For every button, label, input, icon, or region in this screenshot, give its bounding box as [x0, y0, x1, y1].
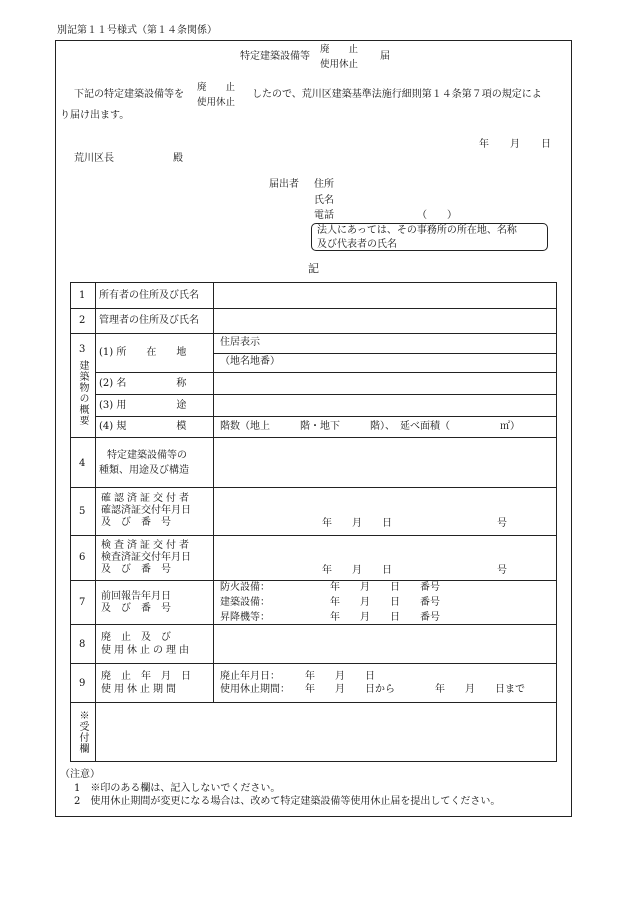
addressee-honorific: 殿	[173, 153, 183, 164]
addressee-name: 荒川区長	[74, 153, 114, 164]
date-month: 月	[510, 139, 520, 150]
intro-lead: 下記の特定建築設備等を	[74, 89, 184, 100]
building-scale-value: 階数（地上 階・地下 階）、 延べ面積（ ㎡）	[220, 421, 520, 432]
title-suffix: 届	[380, 51, 390, 62]
row4-number: 4	[79, 458, 86, 469]
abolish-date-value: 廃止年月日： 年 月 日	[220, 671, 375, 682]
row6-label-line1: 検査済証交付者	[101, 540, 192, 551]
fire-equipment-label: 防火設備：	[220, 582, 270, 593]
row6-date: 年 月 日	[322, 565, 392, 576]
row3-group-label: 建築物の概要	[77, 360, 88, 426]
building-scale-label: (4) 規 模	[99, 421, 187, 432]
row5-label-line2: 確認済証交付年月日	[101, 505, 191, 516]
title-option-abolish: 廃 止	[320, 44, 359, 55]
location-display-label: 住居表示	[220, 337, 260, 348]
applicant-phone-paren: （ ）	[417, 210, 457, 221]
row9-label-line1: 廃 止 年 月 日	[101, 671, 191, 682]
row4-label-line1: 特定建築設備等の	[107, 450, 187, 461]
row3-number: 3	[79, 344, 86, 355]
notes-heading: （注意）	[60, 769, 100, 780]
manager-field[interactable]	[216, 311, 552, 330]
applicant-label: 届出者	[269, 179, 299, 190]
title-prefix: 特定建築設備等	[240, 51, 310, 62]
intro-option-suspend: 使用休止	[197, 97, 236, 108]
row8-label-line2: 使用休止の理由	[101, 645, 192, 656]
building-name-label: (2) 名 称	[99, 378, 187, 389]
row8-number: 8	[79, 639, 86, 650]
building-equipment-label: 建築設備：	[220, 597, 270, 608]
location-lot-label: （地名地番）	[220, 356, 280, 367]
row4-label-line2: 種類、用途及び構造	[99, 465, 189, 476]
row1-number: 1	[79, 290, 86, 301]
location-label: (1) 所 在 地	[99, 347, 187, 358]
corp-note-line2: 及び代表者の氏名	[317, 239, 397, 250]
date-year: 年	[479, 139, 489, 150]
building-equipment-date: 年 月 日 番号	[330, 597, 440, 608]
row2-label: 管理者の住所及び氏名	[99, 315, 199, 326]
reception-label: ※受付欄	[77, 710, 88, 754]
corp-note-line1: 法人にあっては、その事務所の所在地、名称	[317, 225, 517, 236]
applicant-phone-label: 電話	[314, 210, 334, 221]
elevator-date: 年 月 日 番号	[330, 612, 440, 623]
row5-date: 年 月 日	[322, 518, 392, 529]
row6-label-line2: 検査済証交付年月日	[101, 552, 191, 563]
applicant-name-label: 氏名	[314, 195, 334, 206]
applicant-address-label: 住所	[314, 179, 334, 190]
reception-field	[99, 706, 552, 758]
title-option-suspend: 使用休止	[320, 59, 359, 70]
row2-number: 2	[79, 315, 86, 326]
row7-number: 7	[79, 597, 86, 608]
intro-tail: したので、荒川区建築基準法施行細則第１４条第７項の規定によ	[252, 89, 542, 100]
intro-option-abolish: 廃 止	[197, 82, 236, 93]
date-day: 日	[541, 139, 551, 150]
row9-label-line2: 使用休止期間	[101, 684, 179, 695]
row7-label-line1: 前回報告年月日	[101, 591, 171, 602]
row1-label: 所有者の住所及び氏名	[99, 290, 199, 301]
row6-label-line3: 及 び 番 号	[101, 564, 171, 575]
note-1: 1 ※印のある欄は、記入しないでください。	[74, 783, 281, 794]
fire-equipment-date: 年 月 日 番号	[330, 582, 440, 593]
row7-label-line2: 及 び 番 号	[101, 603, 171, 614]
row5-number-suffix: 号	[497, 518, 507, 529]
form-number: 別記第１１号様式（第１４条関係）	[57, 25, 217, 36]
reason-field[interactable]	[216, 627, 552, 660]
suspension-period-value: 使用休止期間： 年 月 日から 年 月 日まで	[220, 684, 525, 695]
row8-label-line1: 廃 止 及 び	[101, 632, 171, 643]
row6-number-suffix: 号	[497, 565, 507, 576]
ki-heading: 記	[308, 262, 319, 275]
owner-field[interactable]	[216, 286, 552, 305]
intro-line2: り届け出ます。	[60, 110, 130, 121]
row9-number: 9	[79, 678, 86, 689]
note-2: 2 使用休止期間が変更になる場合は、改めて特定建築設備等使用休止届を提出してください。	[74, 796, 501, 807]
elevator-label: 昇降機等：	[220, 612, 270, 623]
row5-number: 5	[79, 506, 86, 517]
row5-label-line1: 確認済証交付者	[101, 493, 192, 504]
building-use-label: (3) 用 途	[99, 400, 187, 411]
row6-number: 6	[79, 552, 86, 563]
row5-label-line3: 及 び 番 号	[101, 517, 171, 528]
